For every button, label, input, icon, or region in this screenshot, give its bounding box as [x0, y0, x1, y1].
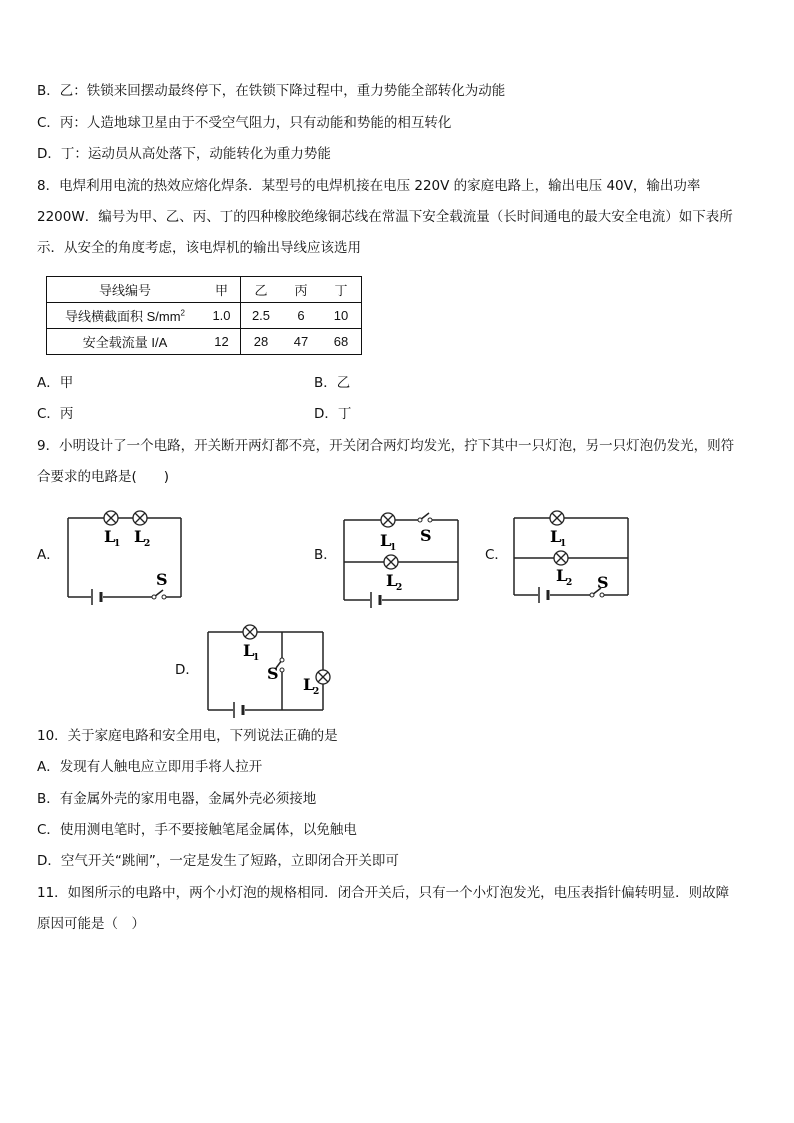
lamp-subscript: 1	[253, 653, 260, 663]
q9-option-b-label: B．	[314, 547, 337, 563]
battery-icon	[92, 589, 101, 605]
lamp-subscript: 2	[566, 578, 573, 588]
q7-option-c: C．丙：人造地球卫星由于不受空气阻力，只有动能和势能的相互转化	[37, 115, 452, 131]
lamp-l2-icon	[384, 555, 398, 569]
lamp-l2-icon	[316, 670, 330, 684]
q8-option-a: A．甲	[37, 375, 74, 391]
table-header-cell: 丙	[281, 277, 321, 303]
circuit-c-diagram	[510, 506, 635, 606]
lamp-label: L	[134, 527, 146, 546]
lamp-subscript: 1	[114, 539, 121, 549]
lamp-l1-icon	[104, 511, 118, 525]
switch-icon	[152, 595, 166, 599]
table-header-cell: 乙	[241, 277, 282, 303]
lamp-l2-icon	[554, 551, 568, 565]
table-cell: 6	[281, 303, 321, 329]
q10-option-d: D．空气开关“跳闸”，一定是发生了短路，立即闭合开关即可	[37, 853, 399, 869]
lamp-subscript: 2	[313, 687, 320, 697]
battery-icon	[234, 702, 243, 718]
table-cell: 68	[333, 334, 349, 349]
lamp-label: L	[380, 531, 392, 550]
q8-option-c: C．丙	[37, 406, 74, 422]
lamp-l1-icon	[381, 513, 395, 527]
table-header-cell: 丁	[321, 277, 362, 303]
lamp-label: L	[556, 566, 568, 585]
q9-option-d-label: D．	[175, 662, 199, 678]
lamp-label: L	[550, 527, 562, 546]
lamp-subscript: 2	[144, 539, 151, 549]
q9-stem-line1: 9．小明设计了一个电路，开关断开两灯都不亮，开关闭合两灯均发光，拧下其中一只灯泡，另一只灯泡仍发光，则符	[37, 438, 735, 454]
q8-option-b: B．乙	[314, 375, 351, 391]
q8-option-d: D．丁	[314, 406, 352, 422]
table-row-label	[47, 303, 204, 329]
switch-icon	[590, 593, 604, 597]
switch-label: S	[156, 570, 168, 589]
q11-stem-line2: 原因可能是（ ）	[37, 916, 145, 932]
table-cell: 12	[203, 329, 241, 355]
lamp-label: L	[303, 675, 315, 694]
table-cell: 1.0	[203, 303, 241, 329]
circuit-b-diagram	[340, 508, 465, 608]
q9-stem-line2: 合要求的电路是( )	[37, 469, 170, 485]
lamp-subscript: 1	[560, 539, 567, 549]
q9-option-c-label: C．	[485, 547, 508, 563]
lamp-label: L	[104, 527, 116, 546]
q10-option-c: C．使用测电笔时，手不要接触笔尾金属体，以免触电	[37, 822, 357, 838]
switch-icon	[280, 658, 284, 672]
table-cell: 2.5	[241, 303, 282, 329]
table-cell: 47	[293, 334, 309, 349]
circuit-a-diagram	[60, 505, 190, 610]
circuit-d-diagram	[203, 620, 338, 725]
area-unit-sup: 2	[180, 308, 185, 318]
q8-stem-line2: 2200W．编号为甲、乙、丙、丁的四种橡胶绝缘铜芯线在常温下安全载流量（长时间通电的最大安全电流）如下表所	[37, 209, 733, 225]
q7-option-d: D．丁：运动员从高处落下，动能转化为重力势能	[37, 146, 331, 162]
table-row	[47, 329, 362, 355]
q7-option-b: B．乙：铁锁来回摆动最终停下，在铁锁下降过程中，重力势能全部转化为动能	[37, 83, 506, 99]
switch-label: S	[420, 526, 432, 545]
q11-stem-line1: 11．如图所示的电路中，两个小灯泡的规格相同．闭合开关后，只有一个小灯泡发光，电压表指针偏转明显．则故障	[37, 885, 730, 901]
q10-option-b: B．有金属外壳的家用电器，金属外壳必须接地	[37, 791, 317, 807]
table-header-row	[47, 277, 362, 303]
table-cell: 10	[321, 303, 362, 329]
q8-stem-line1: 8．电焊利用电流的热效应熔化焊条．某型号的电焊机接在电压 220V 的家庭电路上，输出电压 40V，输出功率	[37, 178, 701, 194]
wire-table	[46, 276, 362, 355]
switch-label: S	[267, 664, 279, 683]
lamp-subscript: 1	[390, 543, 397, 553]
lamp-l1-icon	[550, 511, 564, 525]
lamp-l2-icon	[133, 511, 147, 525]
lamp-subscript: 2	[396, 583, 403, 593]
area-label: 导线横截面积 S/mm	[64, 309, 181, 324]
q10-option-a: A．发现有人触电应立即用手将人拉开	[37, 759, 263, 775]
switch-icon	[418, 518, 432, 522]
table-header-cell: 导线编号	[47, 277, 204, 303]
switch-label: S	[597, 573, 609, 592]
table-cell: 28	[253, 334, 269, 349]
table-row	[47, 303, 362, 329]
lamp-label: L	[386, 571, 398, 590]
lamp-label: L	[243, 641, 255, 660]
lamp-l1-icon	[243, 625, 257, 639]
q9-option-a-label: A．	[37, 547, 60, 563]
table-header-cell: 甲	[203, 277, 241, 303]
q8-stem-line3: 示．从安全的角度考虑，该电焊机的输出导线应该选用	[37, 240, 361, 256]
battery-icon	[371, 592, 380, 608]
table-row-label: 安全载流量 I/A	[82, 335, 168, 350]
battery-icon	[539, 587, 548, 603]
q10-stem: 10．关于家庭电路和安全用电，下列说法正确的是	[37, 728, 338, 744]
